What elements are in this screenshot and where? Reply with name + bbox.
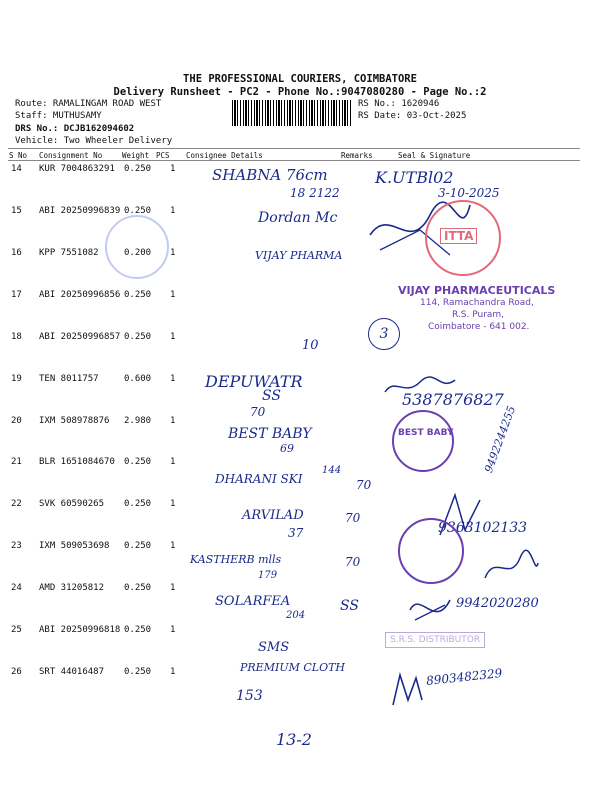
stamp-vijay-addr2: R.S. Puram, [452,310,505,320]
col-pcs: PCS [156,151,170,160]
hw-r26-phone: 8903482329 [425,666,503,688]
row-consignment: KPP 7551082 [39,248,99,258]
hw-r21-b: 144 [322,465,342,476]
hw-r25: SMS [258,640,290,655]
hw-r19-name: DEPUWATR [205,372,303,391]
col-consignee: Consignee Details [186,151,263,160]
runsheet-title: THE PROFESSIONAL COURIERS, COIMBATORE [183,73,417,85]
row-weight: 0.250 [124,541,152,551]
row-consignment: IXM 508978876 [39,416,110,426]
hw-r20-name: BEST BABY [228,426,312,442]
stamp-professional-couriers [105,215,169,279]
row-sno: 25 [11,625,22,635]
hw-r21-c: 70 [356,478,372,492]
row-pcs: 1 [170,416,176,426]
barcode [232,100,352,126]
row-weight: 0.600 [124,374,152,384]
hw-r24-b: 204 [286,610,306,621]
row-pcs: 1 [170,499,176,509]
stamp-itta-text: ITTA [440,228,477,244]
row-weight: 0.200 [124,248,152,258]
row-sno: 23 [11,541,22,551]
row-pcs: 1 [170,583,176,593]
rs-no: RS No.: 1620946 [358,99,440,109]
row-consignment: TEN 8011757 [39,374,99,384]
row-pcs: 1 [170,374,176,384]
table-row [0,332,600,352]
rs-date: RS Date: 03-Oct-2025 [358,111,467,121]
hw-r23-phone: 9363102133 [438,520,528,536]
row-consignment: ABI 20250996839 [39,206,121,216]
row-consignment: ABI 20250996856 [39,290,121,300]
row-pcs: 1 [170,332,176,342]
row-sno: 20 [11,416,22,426]
signature-r19 [380,372,460,402]
hw-r20-c: 69 [280,442,294,455]
hw-r22-b: 70 [345,511,361,525]
hw-r24-name: SOLARFEA [215,594,291,609]
row-sno: 26 [11,667,22,677]
hw-r23-c: 179 [258,570,278,581]
hw-r22-name: ARVILAD [242,508,304,523]
row-consignment: SVK 60590265 [39,499,105,509]
stamp-vijay-addr3: Coimbatore - 641 002. [428,322,530,332]
row-pcs: 1 [170,625,176,635]
row-pcs: 1 [170,248,176,258]
row-pcs: 1 [170,667,176,677]
row-weight: 2.980 [124,416,152,426]
row-consignment: SRT 44016487 [39,667,105,677]
row-sno: 14 [11,164,22,174]
col-sno: S No [9,151,28,160]
stamp-srs-text: S.R.S. DISTRIBUTOR [385,632,485,648]
drs-info: DRS No.: DCJB162094602 [15,124,135,134]
row-pcs: 1 [170,457,176,467]
row-weight: 0.250 [124,164,152,174]
row-consignment: BLR 1651084670 [39,457,115,467]
hw-r21-name: DHARANI SKI [215,472,303,486]
col-seal: Seal & Signature [398,151,471,160]
col-weight: Weight [122,151,150,160]
hw-r14-sig: K.UTBl02 [375,168,454,187]
row-consignment: IXM 509053698 [39,541,110,551]
signature-r26 [388,670,428,710]
row-weight: 0.250 [124,332,152,342]
hw-r14-date: 3-10-2025 [438,186,500,200]
row-weight: 0.250 [124,499,152,509]
header-rule-top [8,148,580,149]
table-row [0,625,600,645]
row-sno: 24 [11,583,22,593]
runsheet-subtitle: Delivery Runsheet - PC2 - Phone No.:9047080280 - Page No.:2 [113,86,487,98]
signature-r24 [405,590,455,630]
row-pcs: 1 [170,290,176,300]
stamp-best-baby [392,410,454,472]
row-weight: 0.250 [124,457,152,467]
hw-r20-a: 70 [250,405,266,419]
row-sno: 21 [11,457,22,467]
row-pcs: 1 [170,164,176,174]
stamp-r23 [398,518,464,584]
row-weight: 0.250 [124,625,152,635]
row-consignment: ABI 20250996857 [39,332,121,342]
row-pcs: 1 [170,206,176,216]
signature-r23 [480,548,540,588]
hw-r18-circle: 3 [368,318,400,350]
hw-r23-d: 70 [345,555,361,569]
vehicle-info: Vehicle: Two Wheeler Delivery [15,136,173,146]
row-sno: 17 [11,290,22,300]
row-sno: 18 [11,332,22,342]
row-sno: 15 [11,206,22,216]
hw-r19-phone: 5387876827 [402,390,504,409]
row-weight: 0.250 [124,583,152,593]
row-consignment: AMD 31205812 [39,583,105,593]
hw-r14-num: 18 2122 [290,186,340,200]
row-consignment: KUR 7004863291 [39,164,115,174]
hw-r14-name: SHABNA 76cm [212,166,328,184]
row-sno: 19 [11,374,22,384]
hw-r18: 10 [302,338,319,353]
stamp-vijay-addr1: 114, Ramachandra Road, [420,298,534,308]
hw-r26-name: PREMIUM CLOTH [240,661,346,674]
col-remarks: Remarks [341,151,373,160]
hw-r24-phone: 9942020280 [456,596,539,611]
staff-info: Staff: MUTHUSAMY [15,111,102,121]
hw-r24-c: SS [340,598,359,614]
stamp-best-baby-text: BEST BABY [398,428,454,438]
hw-r22-c: 37 [288,526,304,540]
row-pcs: 1 [170,541,176,551]
col-consignment: Consignment No [39,151,103,160]
row-weight: 0.250 [124,667,152,677]
stamp-vijay-name: VIJAY PHARMACEUTICALS [398,284,556,297]
hw-r26-b: 153 [236,688,263,704]
row-weight: 0.250 [124,290,152,300]
hw-r21-phone: 9492244255 [482,404,519,475]
row-consignment: ABI 20250996818 [39,625,121,635]
row-sno: 22 [11,499,22,509]
hw-r16: VIJAY PHARMA [255,249,343,262]
header-rule-bottom [8,160,580,161]
row-weight: 0.250 [124,206,152,216]
row-sno: 16 [11,248,22,258]
hw-footer: 13-2 [276,730,312,749]
hw-r19-ss: SS [262,388,281,404]
hw-r15: Dordan Mc [258,210,338,226]
route-info: Route: RAMALINGAM ROAD WEST [15,99,162,109]
hw-r23-name: KASTHERB mlls [190,553,282,566]
